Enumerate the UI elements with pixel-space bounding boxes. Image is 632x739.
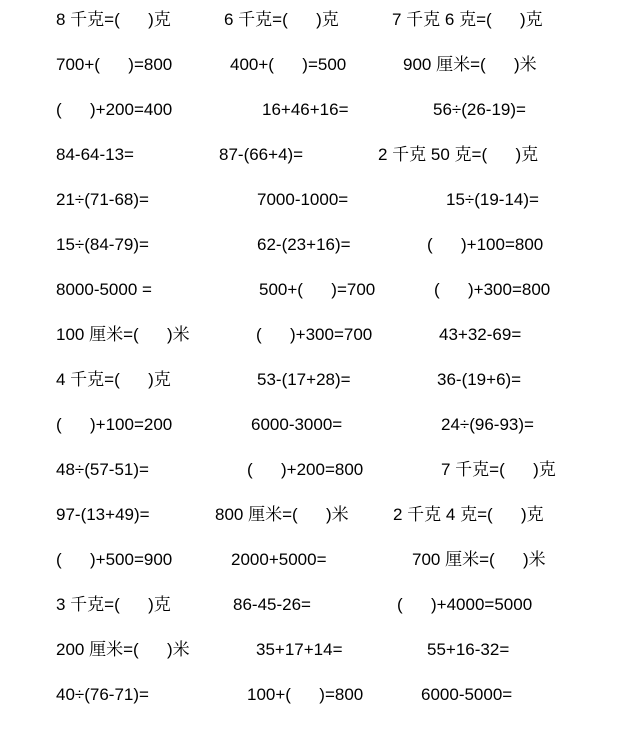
- problem-r11-c1: 48÷(57-51)=: [56, 460, 149, 479]
- problem-r9-c3: 36-(19+6)=: [437, 370, 522, 389]
- problem-r9-c2: 53-(17+28)=: [257, 370, 351, 389]
- problem-r5-c2: 7000-1000=: [257, 190, 349, 209]
- problem-r15-c2: 35+17+14=: [256, 640, 343, 659]
- worksheet-row-14: [0, 594, 632, 624]
- problem-r12-c2: 800 厘米=( )米: [215, 505, 349, 524]
- worksheet-row-6: [0, 234, 632, 264]
- problem-r14-c2: 86-45-26=: [233, 595, 311, 614]
- problem-r13-c2: 2000+5000=: [231, 550, 327, 569]
- problem-r9-c1: 4 千克=( )克: [56, 370, 171, 389]
- worksheet-row-2: [0, 54, 632, 84]
- problem-r1-c2: 6 千克=( )克: [224, 10, 339, 29]
- worksheet-row-10: [0, 414, 632, 444]
- worksheet-row-16: [0, 684, 632, 714]
- worksheet-row-5: [0, 189, 632, 219]
- problem-r10-c3: 24÷(96-93)=: [441, 415, 534, 434]
- problem-r10-c2: 6000-3000=: [251, 415, 343, 434]
- problem-r5-c1: 21÷(71-68)=: [56, 190, 149, 209]
- problem-r2-c1: 700+( )=800: [56, 55, 173, 74]
- problem-r3-c3: 56÷(26-19)=: [433, 100, 526, 119]
- problem-r2-c2: 400+( )=500: [230, 55, 347, 74]
- problem-r6-c3: ( )+100=800: [427, 235, 544, 254]
- problem-r8-c2: ( )+300=700: [256, 325, 373, 344]
- problem-r14-c3: ( )+4000=5000: [397, 595, 533, 614]
- worksheet-row-11: [0, 459, 632, 489]
- problem-r11-c3: 7 千克=( )克: [441, 460, 556, 479]
- problem-r11-c2: ( )+200=800: [247, 460, 364, 479]
- worksheet-row-13: [0, 549, 632, 579]
- problem-r1-c3: 7 千克 6 克=( )克: [392, 10, 543, 29]
- problem-r16-c2: 100+( )=800: [247, 685, 364, 704]
- worksheet-row-1: [0, 9, 632, 39]
- problem-r4-c1: 84-64-13=: [56, 145, 134, 164]
- problem-r8-c1: 100 厘米=( )米: [56, 325, 190, 344]
- problem-r16-c3: 6000-5000=: [421, 685, 513, 704]
- worksheet-row-4: [0, 144, 632, 174]
- problem-r3-c2: 16+46+16=: [262, 100, 349, 119]
- worksheet-row-7: [0, 279, 632, 309]
- problem-r14-c1: 3 千克=( )克: [56, 595, 171, 614]
- problem-r5-c3: 15÷(19-14)=: [446, 190, 539, 209]
- worksheet-row-9: [0, 369, 632, 399]
- problem-r2-c3: 900 厘米=( )米: [403, 55, 537, 74]
- problem-r15-c1: 200 厘米=( )米: [56, 640, 190, 659]
- worksheet-row-3: [0, 99, 632, 129]
- problem-r16-c1: 40÷(76-71)=: [56, 685, 149, 704]
- problem-r7-c3: ( )+300=800: [434, 280, 551, 299]
- problem-r15-c3: 55+16-32=: [427, 640, 510, 659]
- problem-r4-c2: 87-(66+4)=: [219, 145, 304, 164]
- problem-r7-c2: 500+( )=700: [259, 280, 376, 299]
- problem-r8-c3: 43+32-69=: [439, 325, 522, 344]
- problem-r4-c3: 2 千克 50 克=( )克: [378, 145, 539, 164]
- problem-r13-c1: ( )+500=900: [56, 550, 173, 569]
- problem-r13-c3: 700 厘米=( )米: [412, 550, 546, 569]
- problem-r1-c1: 8 千克=( )克: [56, 10, 171, 29]
- worksheet-row-8: [0, 324, 632, 354]
- problem-r10-c1: ( )+100=200: [56, 415, 173, 434]
- worksheet-row-12: [0, 504, 632, 534]
- problem-r6-c1: 15÷(84-79)=: [56, 235, 149, 254]
- problem-r7-c1: 8000-5000 =: [56, 280, 152, 299]
- worksheet-row-15: [0, 639, 632, 669]
- problem-r12-c3: 2 千克 4 克=( )克: [393, 505, 544, 524]
- problem-r3-c1: ( )+200=400: [56, 100, 173, 119]
- problem-r12-c1: 97-(13+49)=: [56, 505, 150, 524]
- problem-r6-c2: 62-(23+16)=: [257, 235, 351, 254]
